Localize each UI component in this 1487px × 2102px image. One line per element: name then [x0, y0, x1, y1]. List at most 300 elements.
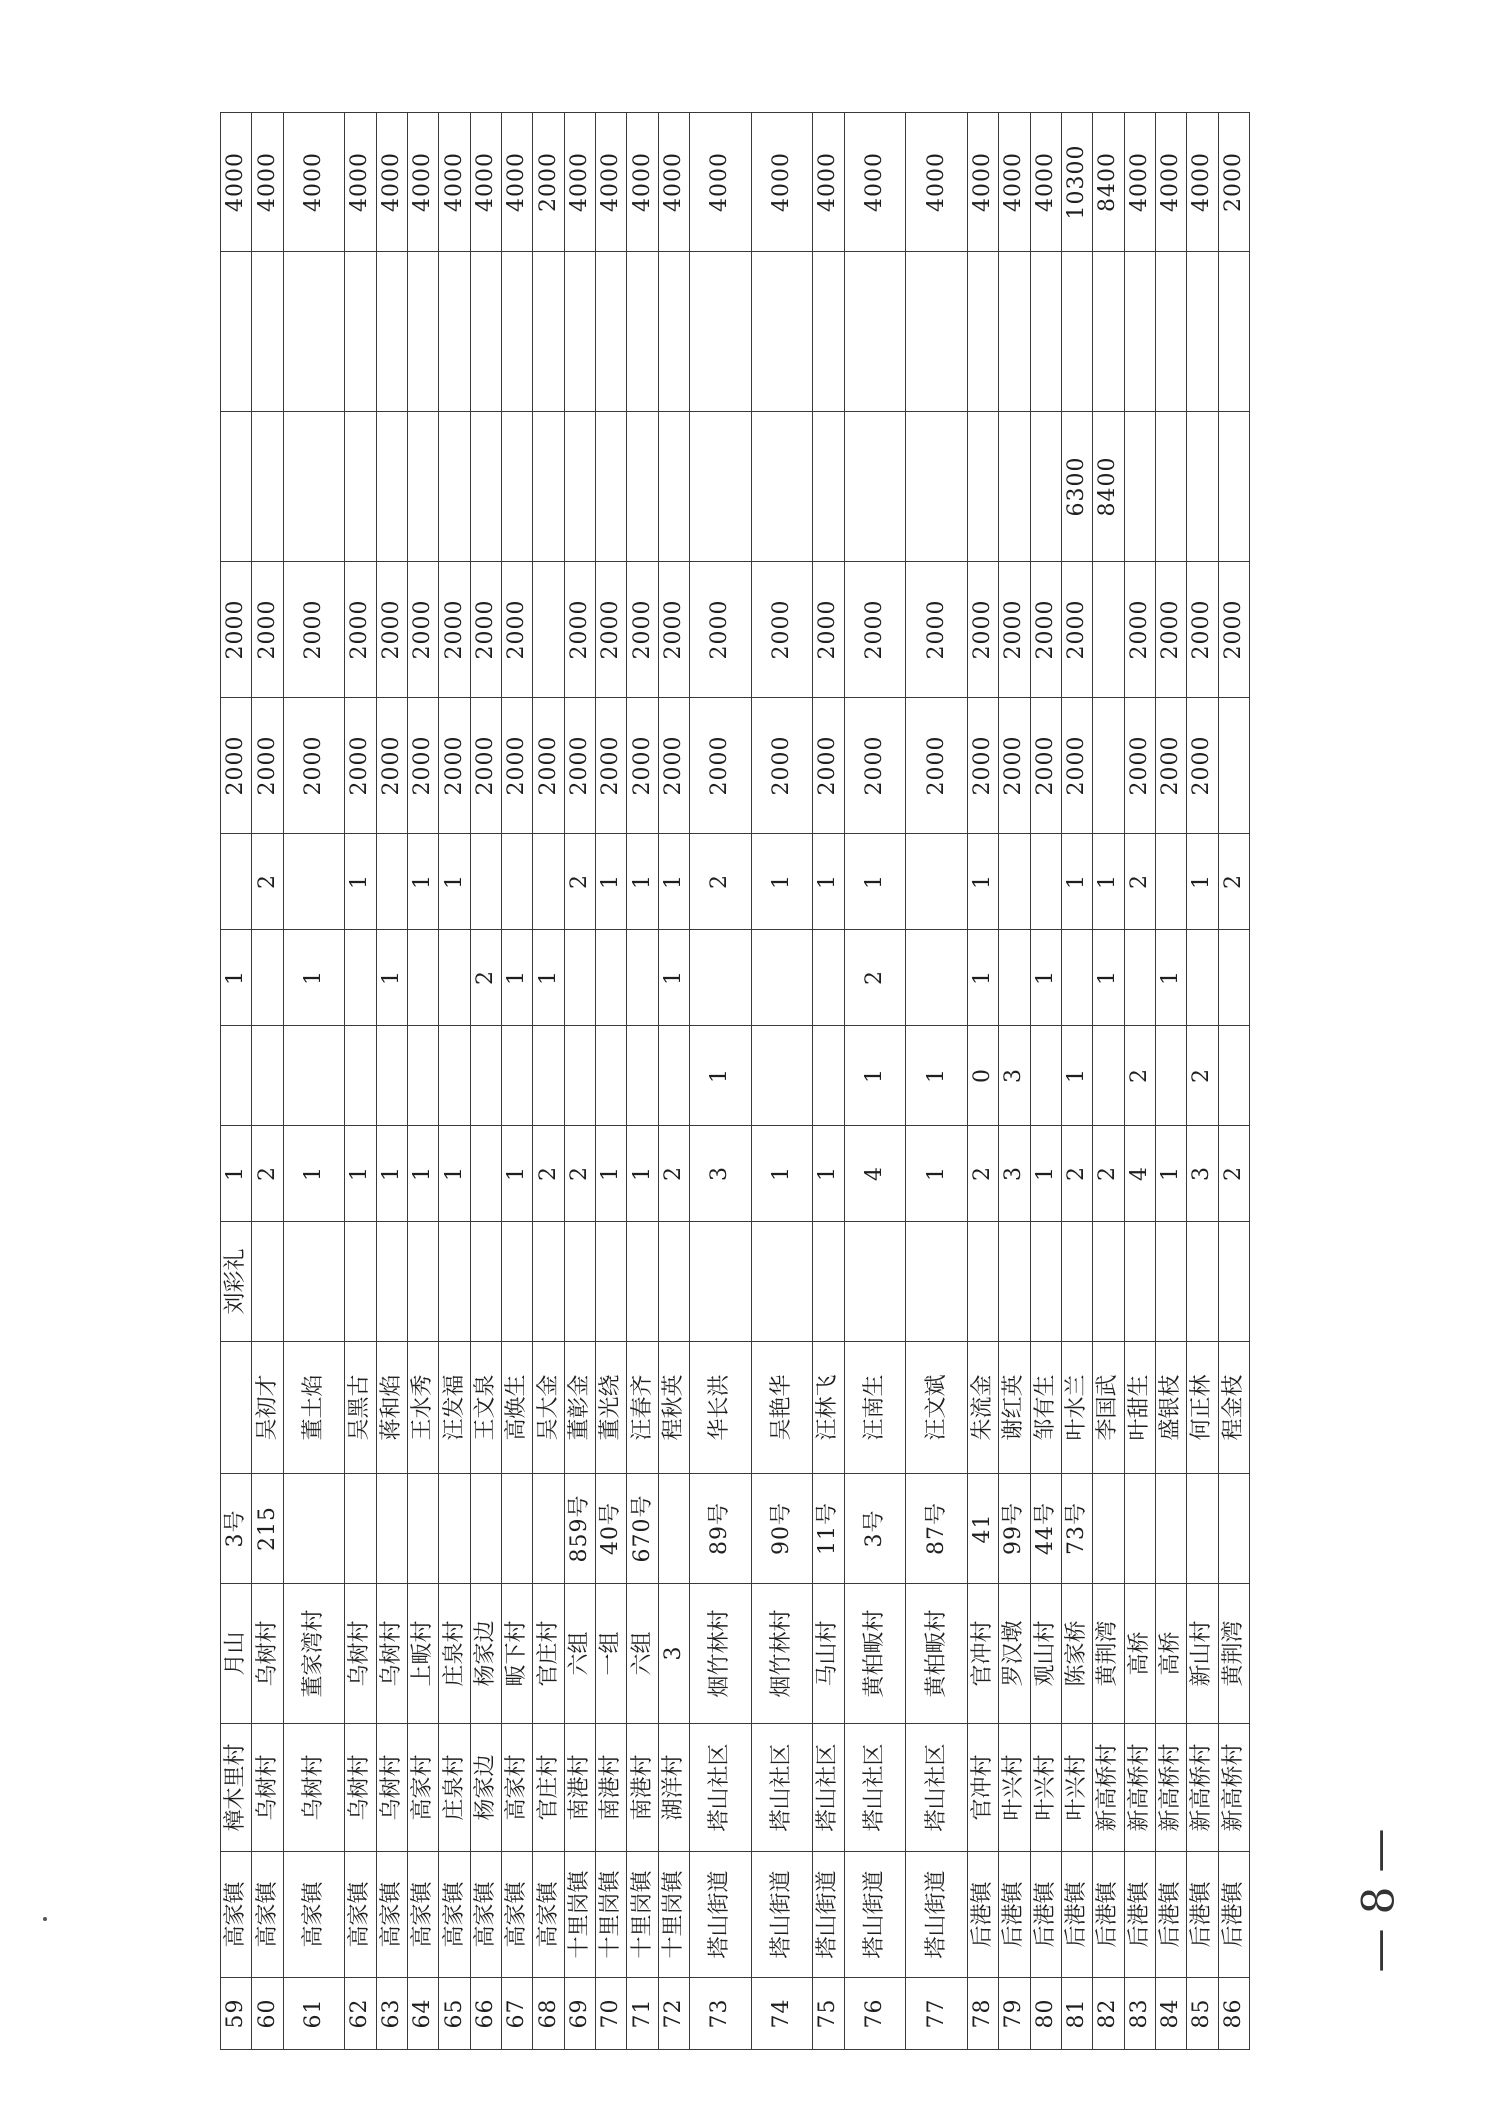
count-cell-1: 4 — [844, 1126, 906, 1222]
subsidy-cell-4 — [1093, 252, 1124, 412]
total-cell: 4000 — [813, 113, 844, 252]
row-number: 77 — [906, 1978, 968, 2050]
count-cell-1: 2 — [658, 1126, 689, 1222]
count-cell-2 — [658, 1026, 689, 1126]
subsidy-cell-4 — [502, 252, 533, 412]
town-cell: 塔山街道 — [906, 1852, 968, 1978]
subsidy-cell-1 — [1093, 698, 1124, 834]
row-number: 71 — [627, 1978, 658, 2050]
row-number: 78 — [967, 1978, 998, 2050]
table-row — [1030, 113, 1061, 2050]
count-cell-1: 2 — [564, 1126, 595, 1222]
contact-cell — [1093, 1222, 1124, 1342]
subsidy-cell-3 — [221, 412, 252, 562]
group-cell: 乌树村 — [376, 1584, 407, 1724]
contact-cell — [999, 1222, 1030, 1342]
name-cell: 蒋和焰 — [376, 1342, 407, 1474]
count-cell-1: 1 — [751, 1126, 813, 1222]
total-cell: 4000 — [407, 113, 438, 252]
row-number: 63 — [376, 1978, 407, 2050]
contact-cell — [1155, 1222, 1186, 1342]
count-cell-2 — [1218, 1026, 1249, 1126]
subsidy-cell-2: 2000 — [813, 562, 844, 698]
contact-cell — [967, 1222, 998, 1342]
town-cell: 高家镇 — [407, 1852, 438, 1978]
village-cell: 高家村 — [407, 1724, 438, 1852]
count-cell-4 — [221, 834, 252, 930]
subsidy-cell-2: 2000 — [690, 562, 752, 698]
count-cell-1: 1 — [345, 1126, 376, 1222]
subsidy-cell-2: 2000 — [596, 562, 627, 698]
group-cell: 官庄村 — [533, 1584, 564, 1724]
count-cell-1: 1 — [502, 1126, 533, 1222]
count-cell-4 — [1155, 834, 1186, 930]
total-cell: 4000 — [283, 113, 345, 252]
row-number: 60 — [252, 1978, 283, 2050]
contact-cell — [470, 1222, 501, 1342]
total-cell: 4000 — [751, 113, 813, 252]
subsidy-cell-3 — [1218, 412, 1249, 562]
subsidy-cell-1: 2000 — [502, 698, 533, 834]
count-cell-3 — [407, 930, 438, 1026]
village-cell: 新高桥村 — [1155, 1724, 1186, 1852]
table-row — [967, 113, 998, 2050]
house-number-cell — [502, 1474, 533, 1584]
subsidy-cell-3 — [345, 412, 376, 562]
town-cell: 十里岗镇 — [564, 1852, 595, 1978]
subsidy-cell-1: 2000 — [407, 698, 438, 834]
subsidy-cell-3 — [439, 412, 470, 562]
contact-cell — [376, 1222, 407, 1342]
name-cell: 董彰金 — [564, 1342, 595, 1474]
town-cell: 高家镇 — [345, 1852, 376, 1978]
count-cell-3 — [252, 930, 283, 1026]
house-number-cell: 73号 — [1061, 1474, 1092, 1584]
town-cell: 高家镇 — [502, 1852, 533, 1978]
name-cell: 吴大金 — [533, 1342, 564, 1474]
table-row — [407, 113, 438, 2050]
count-cell-3 — [1218, 930, 1249, 1026]
group-cell: 黄柏畈村 — [906, 1584, 968, 1724]
group-cell: 官冲村 — [967, 1584, 998, 1724]
village-cell: 塔山社区 — [690, 1724, 752, 1852]
count-cell-2 — [627, 1026, 658, 1126]
count-cell-4 — [283, 834, 345, 930]
subsidy-cell-4 — [967, 252, 998, 412]
village-cell: 南港村 — [564, 1724, 595, 1852]
house-number-cell: 87号 — [906, 1474, 968, 1584]
subsidy-cell-1: 2000 — [345, 698, 376, 834]
subsidy-cell-2: 2000 — [502, 562, 533, 698]
count-cell-4: 1 — [407, 834, 438, 930]
subsidy-cell-4 — [658, 252, 689, 412]
village-cell: 乌树村 — [376, 1724, 407, 1852]
contact-cell — [345, 1222, 376, 1342]
count-cell-1: 1 — [813, 1126, 844, 1222]
town-cell: 十里岗镇 — [627, 1852, 658, 1978]
table-row — [502, 113, 533, 2050]
subsidy-cell-2: 2000 — [1218, 562, 1249, 698]
group-cell: 庄泉村 — [439, 1584, 470, 1724]
house-number-cell: 40号 — [596, 1474, 627, 1584]
row-number: 68 — [533, 1978, 564, 2050]
town-cell: 后港镇 — [967, 1852, 998, 1978]
name-cell: 汪发福 — [439, 1342, 470, 1474]
count-cell-1: 1 — [376, 1126, 407, 1222]
subsidy-cell-1: 2000 — [252, 698, 283, 834]
relief-table — [220, 112, 1250, 2050]
contact-cell — [1187, 1222, 1218, 1342]
total-cell: 10300 — [1061, 113, 1092, 252]
table-row — [999, 113, 1030, 2050]
count-cell-4: 1 — [1187, 834, 1218, 930]
name-cell: 董土焰 — [283, 1342, 345, 1474]
subsidy-cell-2: 2000 — [1124, 562, 1155, 698]
village-cell: 樟木里村 — [221, 1724, 252, 1852]
margin-dot — [43, 1917, 47, 1921]
count-cell-2 — [502, 1026, 533, 1126]
town-cell: 后港镇 — [999, 1852, 1030, 1978]
table-row — [439, 113, 470, 2050]
village-cell: 湖洋村 — [658, 1724, 689, 1852]
name-cell: 汪南生 — [844, 1342, 906, 1474]
group-cell: 六组 — [564, 1584, 595, 1724]
count-cell-4: 1 — [844, 834, 906, 930]
subsidy-cell-3 — [751, 412, 813, 562]
subsidy-cell-2: 2000 — [967, 562, 998, 698]
group-cell: 月山 — [221, 1584, 252, 1724]
table-row — [690, 113, 752, 2050]
subsidy-cell-3 — [252, 412, 283, 562]
count-cell-2 — [439, 1026, 470, 1126]
subsidy-cell-4 — [221, 252, 252, 412]
subsidy-cell-3 — [906, 412, 968, 562]
house-number-cell: 99号 — [999, 1474, 1030, 1584]
subsidy-cell-3 — [967, 412, 998, 562]
count-cell-4: 1 — [627, 834, 658, 930]
page-number: — 8 — — [1353, 1828, 1405, 1972]
subsidy-cell-1: 2000 — [1155, 698, 1186, 834]
table-row — [1061, 113, 1092, 2050]
group-cell: 畈下村 — [502, 1584, 533, 1724]
contact-cell — [906, 1222, 968, 1342]
count-cell-1: 4 — [1124, 1126, 1155, 1222]
group-cell: 高桥 — [1155, 1584, 1186, 1724]
village-cell: 官庄村 — [533, 1724, 564, 1852]
town-cell: 高家镇 — [283, 1852, 345, 1978]
count-cell-2: 1 — [1061, 1026, 1092, 1126]
count-cell-2 — [221, 1026, 252, 1126]
town-cell: 后港镇 — [1124, 1852, 1155, 1978]
name-cell: 吴初才 — [252, 1342, 283, 1474]
contact-cell — [502, 1222, 533, 1342]
town-cell: 高家镇 — [376, 1852, 407, 1978]
count-cell-1: 1 — [596, 1126, 627, 1222]
subsidy-cell-1: 2000 — [690, 698, 752, 834]
count-cell-2 — [252, 1026, 283, 1126]
count-cell-1: 1 — [221, 1126, 252, 1222]
subsidy-cell-1: 2000 — [658, 698, 689, 834]
table-row — [345, 113, 376, 2050]
group-cell: 六组 — [627, 1584, 658, 1724]
row-number: 74 — [751, 1978, 813, 2050]
count-cell-3 — [596, 930, 627, 1026]
subsidy-cell-4 — [1061, 252, 1092, 412]
subsidy-cell-4 — [999, 252, 1030, 412]
count-cell-1: 3 — [690, 1126, 752, 1222]
name-cell: 李国武 — [1093, 1342, 1124, 1474]
group-cell: 烟竹林村 — [690, 1584, 752, 1724]
subsidy-cell-2: 2000 — [252, 562, 283, 698]
count-cell-3 — [1124, 930, 1155, 1026]
count-cell-2: 2 — [1124, 1026, 1155, 1126]
count-cell-4 — [999, 834, 1030, 930]
house-number-cell: 44号 — [1030, 1474, 1061, 1584]
count-cell-4 — [502, 834, 533, 930]
house-number-cell: 3号 — [844, 1474, 906, 1584]
subsidy-cell-4 — [283, 252, 345, 412]
count-cell-3 — [906, 930, 968, 1026]
village-cell: 南港村 — [627, 1724, 658, 1852]
village-cell: 杨家边 — [470, 1724, 501, 1852]
total-cell: 4000 — [439, 113, 470, 252]
subsidy-cell-2: 2000 — [564, 562, 595, 698]
count-cell-4: 1 — [1093, 834, 1124, 930]
subsidy-cell-3: 8400 — [1093, 412, 1124, 562]
subsidy-cell-2: 2000 — [439, 562, 470, 698]
subsidy-cell-4 — [376, 252, 407, 412]
contact-cell — [533, 1222, 564, 1342]
name-cell: 叶甜生 — [1124, 1342, 1155, 1474]
subsidy-cell-4 — [439, 252, 470, 412]
subsidy-cell-3 — [1030, 412, 1061, 562]
subsidy-cell-4 — [1030, 252, 1061, 412]
subsidy-cell-2: 2000 — [376, 562, 407, 698]
subsidy-cell-1: 2000 — [1061, 698, 1092, 834]
count-cell-4 — [470, 834, 501, 930]
count-cell-4: 1 — [658, 834, 689, 930]
row-number: 73 — [690, 1978, 752, 2050]
village-cell: 官冲村 — [967, 1724, 998, 1852]
group-cell: 杨家边 — [470, 1584, 501, 1724]
total-cell: 4000 — [376, 113, 407, 252]
subsidy-cell-1: 2000 — [1187, 698, 1218, 834]
village-cell: 庄泉村 — [439, 1724, 470, 1852]
subsidy-cell-4 — [596, 252, 627, 412]
count-cell-3: 1 — [221, 930, 252, 1026]
subsidy-cell-4 — [690, 252, 752, 412]
contact-cell — [627, 1222, 658, 1342]
name-cell: 吴艳华 — [751, 1342, 813, 1474]
contact-cell — [439, 1222, 470, 1342]
count-cell-3: 1 — [502, 930, 533, 1026]
subsidy-cell-2: 2000 — [658, 562, 689, 698]
row-number: 72 — [658, 1978, 689, 2050]
subsidy-cell-1: 2000 — [813, 698, 844, 834]
subsidy-cell-2: 2000 — [999, 562, 1030, 698]
subsidy-cell-3 — [502, 412, 533, 562]
count-cell-3: 1 — [1093, 930, 1124, 1026]
house-number-cell — [1218, 1474, 1249, 1584]
name-cell: 程金枝 — [1218, 1342, 1249, 1474]
count-cell-2: 2 — [1187, 1026, 1218, 1126]
count-cell-2: 3 — [999, 1026, 1030, 1126]
group-cell: 一组 — [596, 1584, 627, 1724]
count-cell-3 — [813, 930, 844, 1026]
subsidy-cell-2: 2000 — [1155, 562, 1186, 698]
total-cell: 4000 — [564, 113, 595, 252]
count-cell-3: 1 — [1155, 930, 1186, 1026]
group-cell: 高桥 — [1124, 1584, 1155, 1724]
table-row — [564, 113, 595, 2050]
subsidy-cell-2: 2000 — [221, 562, 252, 698]
name-cell: 高焕生 — [502, 1342, 533, 1474]
house-number-cell — [376, 1474, 407, 1584]
subsidy-cell-3 — [407, 412, 438, 562]
row-number: 80 — [1030, 1978, 1061, 2050]
count-cell-1: 2 — [967, 1126, 998, 1222]
group-cell: 罗汉墩 — [999, 1584, 1030, 1724]
name-cell: 王水秀 — [407, 1342, 438, 1474]
subsidy-cell-1: 2000 — [596, 698, 627, 834]
total-cell: 8400 — [1093, 113, 1124, 252]
group-cell: 乌树村 — [252, 1584, 283, 1724]
table-row — [658, 113, 689, 2050]
total-cell: 4000 — [1187, 113, 1218, 252]
count-cell-3: 1 — [533, 930, 564, 1026]
count-cell-4: 1 — [751, 834, 813, 930]
subsidy-cell-4 — [1187, 252, 1218, 412]
group-cell: 上畈村 — [407, 1584, 438, 1724]
house-number-cell — [283, 1474, 345, 1584]
table-row — [470, 113, 501, 2050]
village-cell: 塔山社区 — [751, 1724, 813, 1852]
count-cell-3 — [1061, 930, 1092, 1026]
total-cell: 4000 — [252, 113, 283, 252]
subsidy-cell-1: 2000 — [1124, 698, 1155, 834]
contact-cell — [844, 1222, 906, 1342]
contact-cell — [690, 1222, 752, 1342]
total-cell: 4000 — [596, 113, 627, 252]
count-cell-1: 3 — [999, 1126, 1030, 1222]
count-cell-4: 2 — [564, 834, 595, 930]
total-cell: 4000 — [627, 113, 658, 252]
group-cell: 黄荆湾 — [1093, 1584, 1124, 1724]
count-cell-1: 2 — [252, 1126, 283, 1222]
subsidy-cell-4 — [844, 252, 906, 412]
count-cell-2 — [751, 1026, 813, 1126]
total-cell: 4000 — [844, 113, 906, 252]
table-row — [1124, 113, 1155, 2050]
subsidy-cell-1: 2000 — [751, 698, 813, 834]
total-cell: 4000 — [906, 113, 968, 252]
count-cell-2 — [596, 1026, 627, 1126]
count-cell-3: 1 — [283, 930, 345, 1026]
count-cell-3: 2 — [844, 930, 906, 1026]
table-row — [627, 113, 658, 2050]
contact-cell: 刘彩礼 — [221, 1222, 252, 1342]
count-cell-2 — [813, 1026, 844, 1126]
row-number: 86 — [1218, 1978, 1249, 2050]
house-number-cell — [1093, 1474, 1124, 1584]
town-cell: 高家镇 — [221, 1852, 252, 1978]
count-cell-1 — [470, 1126, 501, 1222]
subsidy-cell-2: 2000 — [844, 562, 906, 698]
contact-cell — [283, 1222, 345, 1342]
house-number-cell: 41 — [967, 1474, 998, 1584]
row-number: 79 — [999, 1978, 1030, 2050]
subsidy-cell-1: 2000 — [470, 698, 501, 834]
subsidy-cell-1: 2000 — [844, 698, 906, 834]
subsidy-cell-3 — [564, 412, 595, 562]
subsidy-cell-1 — [1218, 698, 1249, 834]
house-number-cell — [345, 1474, 376, 1584]
total-cell: 4000 — [1155, 113, 1186, 252]
subsidy-cell-2: 2000 — [1061, 562, 1092, 698]
town-cell: 高家镇 — [252, 1852, 283, 1978]
subsidy-cell-4 — [564, 252, 595, 412]
subsidy-cell-4 — [813, 252, 844, 412]
count-cell-1: 1 — [407, 1126, 438, 1222]
count-cell-2: 0 — [967, 1026, 998, 1126]
group-cell: 新山村 — [1187, 1584, 1218, 1724]
total-cell: 4000 — [967, 113, 998, 252]
rotated-table-wrapper — [220, 113, 1250, 2050]
table-row — [283, 113, 345, 2050]
group-cell: 观山村 — [1030, 1584, 1061, 1724]
count-cell-4: 1 — [345, 834, 376, 930]
total-cell: 4000 — [470, 113, 501, 252]
subsidy-cell-3 — [1187, 412, 1218, 562]
subsidy-cell-3 — [999, 412, 1030, 562]
house-number-cell — [439, 1474, 470, 1584]
count-cell-1: 2 — [1061, 1126, 1092, 1222]
subsidy-cell-2: 2000 — [751, 562, 813, 698]
contact-cell — [813, 1222, 844, 1342]
village-cell: 南港村 — [596, 1724, 627, 1852]
village-cell: 乌树村 — [283, 1724, 345, 1852]
name-cell: 谢红英 — [999, 1342, 1030, 1474]
count-cell-4: 2 — [252, 834, 283, 930]
row-number: 62 — [345, 1978, 376, 2050]
count-cell-4: 1 — [439, 834, 470, 930]
village-cell: 叶兴村 — [1061, 1724, 1092, 1852]
count-cell-2 — [470, 1026, 501, 1126]
count-cell-3: 1 — [1030, 930, 1061, 1026]
count-cell-3: 1 — [376, 930, 407, 1026]
row-number: 82 — [1093, 1978, 1124, 2050]
house-number-cell: 215 — [252, 1474, 283, 1584]
name-cell: 汪林飞 — [813, 1342, 844, 1474]
contact-cell — [1030, 1222, 1061, 1342]
town-cell: 高家镇 — [470, 1852, 501, 1978]
row-number: 59 — [221, 1978, 252, 2050]
name-cell — [221, 1342, 252, 1474]
subsidy-cell-3 — [844, 412, 906, 562]
subsidy-cell-3 — [690, 412, 752, 562]
subsidy-cell-3 — [658, 412, 689, 562]
house-number-cell: 670号 — [627, 1474, 658, 1584]
subsidy-cell-1: 2000 — [906, 698, 968, 834]
total-cell: 4000 — [502, 113, 533, 252]
subsidy-cell-2 — [1093, 562, 1124, 698]
subsidy-cell-3 — [596, 412, 627, 562]
name-cell: 华长洪 — [690, 1342, 752, 1474]
village-cell: 新高桥村 — [1187, 1724, 1218, 1852]
subsidy-cell-3 — [1124, 412, 1155, 562]
row-number: 65 — [439, 1978, 470, 2050]
subsidy-cell-3 — [1155, 412, 1186, 562]
